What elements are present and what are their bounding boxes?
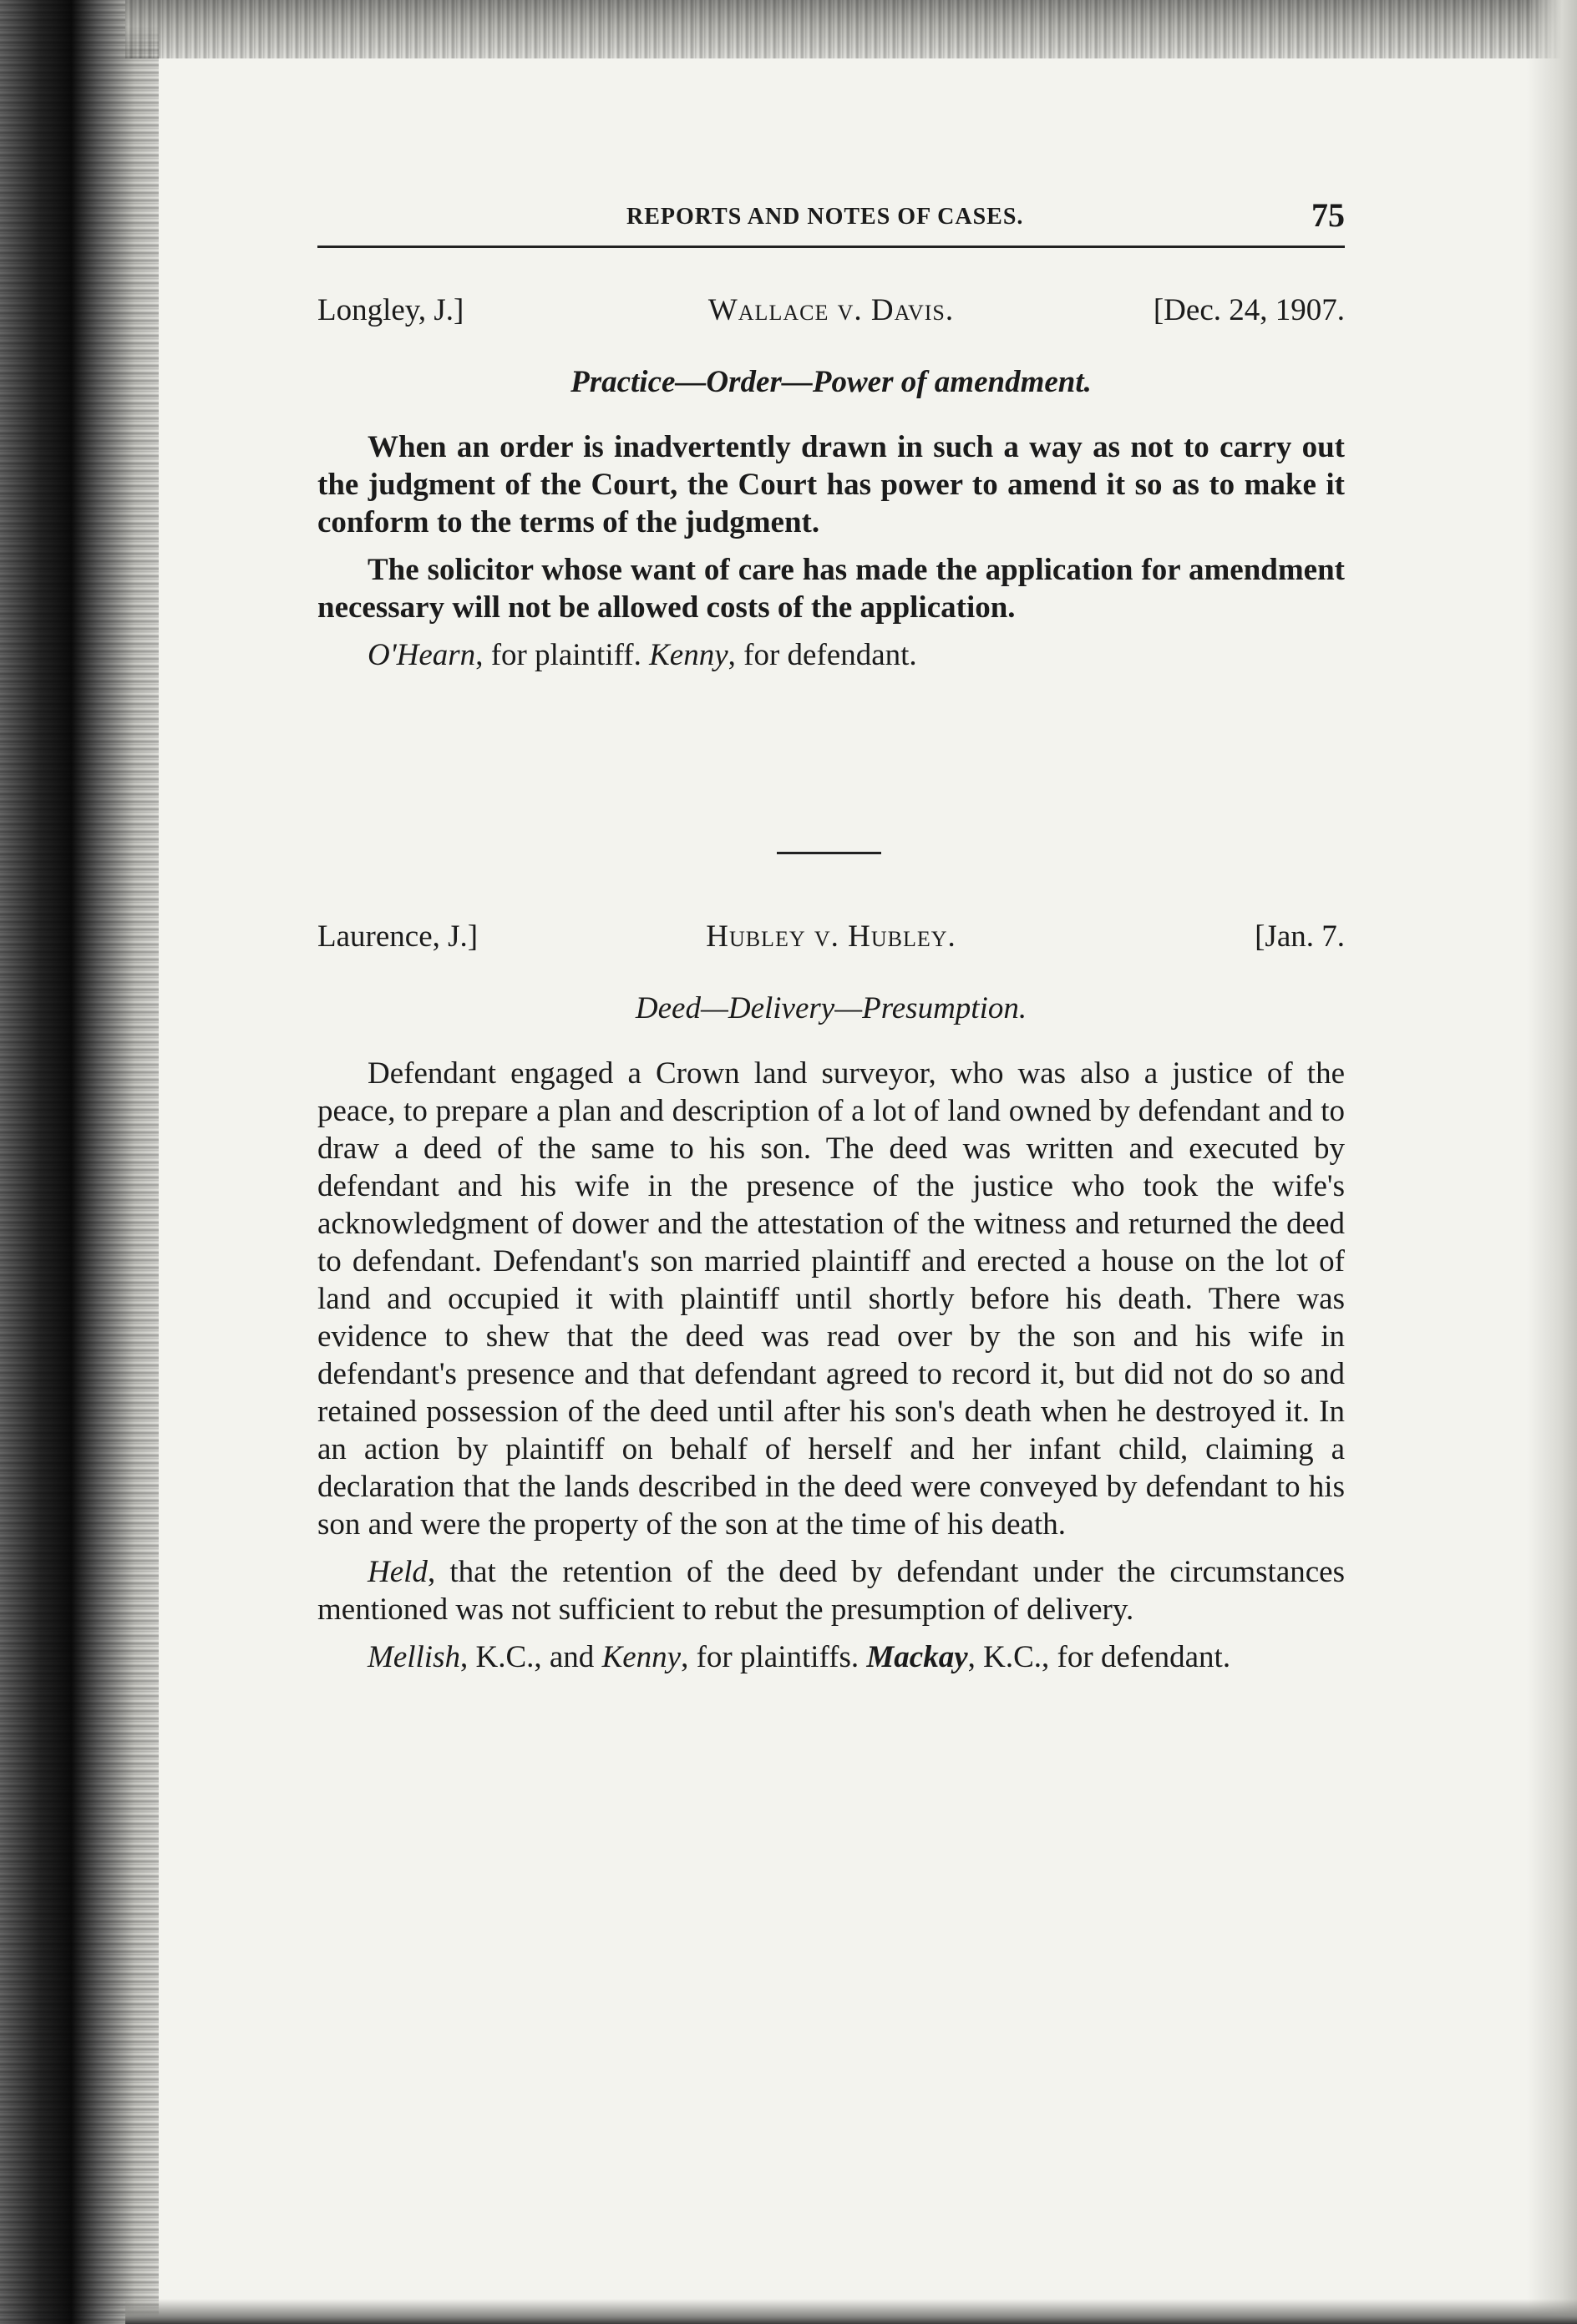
judge-name: Longley, J.] bbox=[317, 293, 464, 327]
case-date: [Jan. 7. bbox=[1255, 919, 1345, 954]
case-heading bbox=[317, 292, 1345, 334]
scan-top-shadow bbox=[125, 0, 1577, 58]
style-of-cause: Wallace v. Davis. bbox=[707, 293, 955, 327]
counsel-role: , K.C., for defendant. bbox=[967, 1640, 1231, 1674]
counsel-name: O'Hearn bbox=[368, 638, 476, 672]
case-heading bbox=[317, 919, 1345, 960]
counsel-role: , for plaintiff. bbox=[475, 638, 650, 672]
headnote-paragraph: Defendant engaged a Crown land surveyor, who was also a justice of the peace, to prepare a plan and description of a lot of land owned by defendant and to draw a deed of the same to his son. The deed was written and executed by defendant and his wife in the presence of the justice who took the wife's acknowledgment of dower and the attestation of the witness and returned the deed to defendant. Defendant's son married plaintiff and erected a house on the lot of land and occupied it with plaintiff until shortly before his death. There was evidence to shew that the deed was read over by the son and his wife in defendant's presence and that defendant agreed to record it, but did not do so and retained possession of the deed until after his son's death when he destroyed it. In an action by plaintiff on behalf of herself and her infant child, claiming a declaration that the lands described in the deed were conveyed by defendant to his son and were the property of the son at the time of his death. bbox=[317, 1056, 1345, 1542]
style-of-cause: Hubley v. Hubley. bbox=[706, 919, 956, 954]
case-wallace-v-davis bbox=[317, 292, 1345, 674]
catchwords: Deed—Delivery—Presumption. bbox=[635, 991, 1027, 1025]
counsel-line bbox=[317, 1638, 1345, 1676]
scan-binding-shadow bbox=[0, 0, 159, 2324]
scan-bottom-shadow bbox=[125, 2299, 1577, 2324]
scan-right-shadow bbox=[1527, 0, 1577, 2324]
running-head bbox=[317, 192, 1345, 242]
headnote-paragraph: When an order is inadvertently drawn in such a way as not to carry out the judgment of the Court, the Court has power to amend it so as to make it conform to the terms of the judgment. bbox=[317, 430, 1345, 539]
page-number: 75 bbox=[1311, 196, 1345, 234]
counsel-name: Mellish bbox=[368, 1640, 460, 1674]
catchwords: Practice—Order—Power of amendment. bbox=[570, 365, 1092, 399]
case-separator-rule bbox=[777, 852, 881, 854]
counsel-name: Kenny bbox=[601, 1640, 682, 1674]
headnote-paragraph: The solicitor whose want of care has made the application for amendment necessary will not be allowed costs of the application. bbox=[317, 553, 1345, 625]
document-page bbox=[317, 192, 1345, 1674]
counsel-role: , K.C., and bbox=[459, 1640, 602, 1674]
held-word: Held bbox=[368, 1555, 428, 1589]
running-title: REPORTS AND NOTES OF CASES. bbox=[626, 204, 1024, 230]
counsel-line bbox=[317, 636, 1345, 674]
counsel-role: , for defendant. bbox=[728, 638, 917, 672]
case-date: [Dec. 24, 1907. bbox=[1153, 293, 1345, 327]
counsel-name: Kenny bbox=[649, 638, 728, 672]
holding-text: , that the retention of the deed by defendant under the circumstances mentioned was not sufficient to rebut the presumption of delivery. bbox=[317, 1555, 1345, 1627]
holding-paragraph bbox=[317, 1553, 1345, 1628]
counsel-role: , for plaintiffs. bbox=[681, 1640, 867, 1674]
case-hubley-v-hubley bbox=[317, 919, 1345, 1676]
judge-name: Laurence, J.] bbox=[317, 919, 479, 954]
header-rule bbox=[317, 246, 1345, 248]
counsel-name: Mackay bbox=[866, 1640, 968, 1674]
